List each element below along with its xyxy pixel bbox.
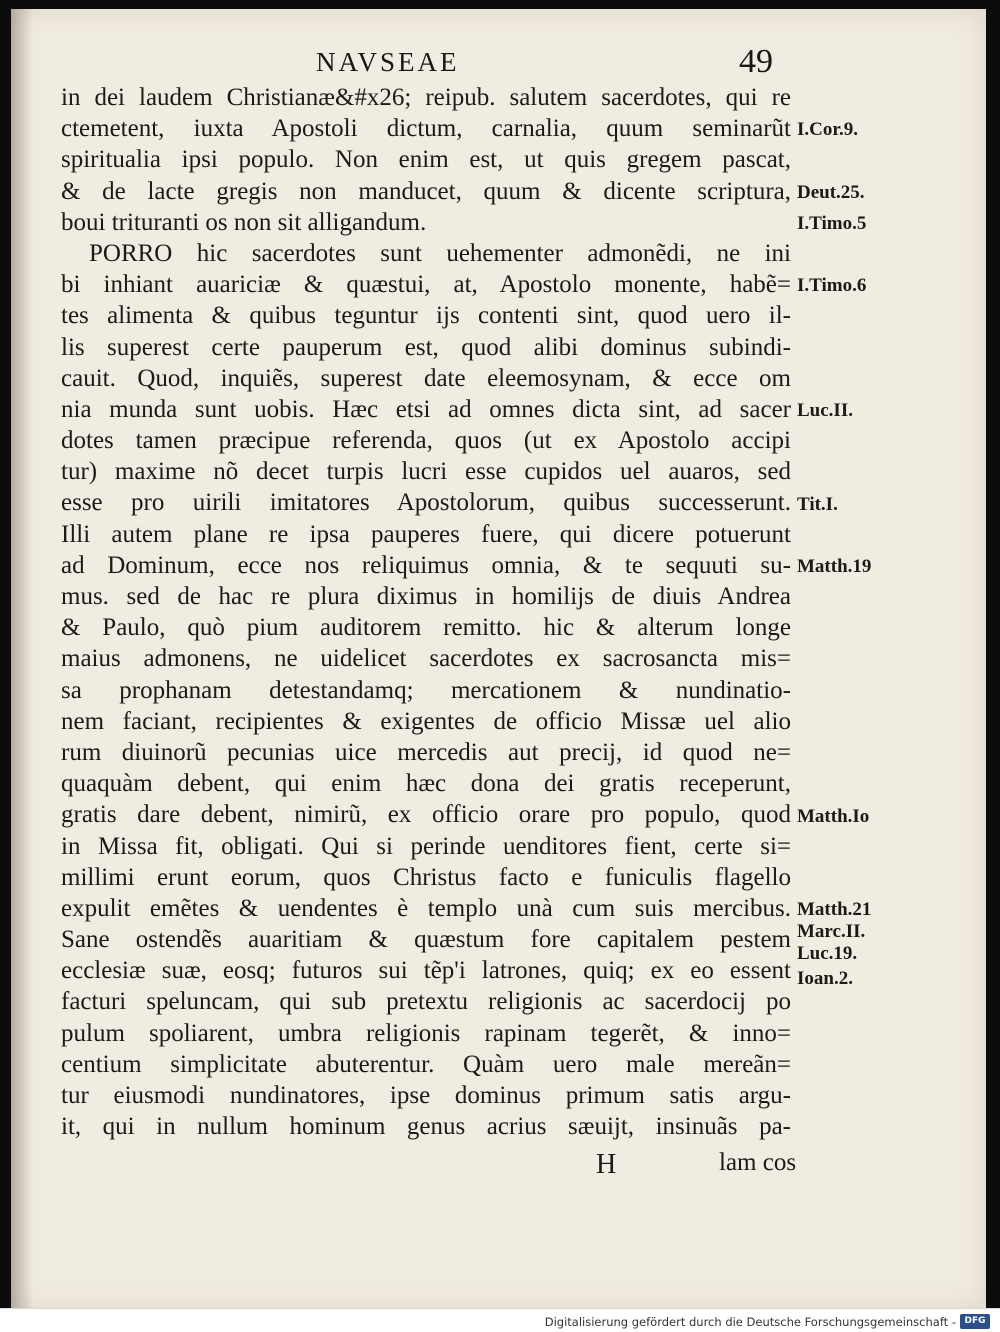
margin-note: I.Timo.6 <box>797 275 867 297</box>
text-line: cauit. Quod, inquiẽs, superest date eleemosynam, & ecce om <box>61 364 791 392</box>
margin-note: Matth.19 <box>797 556 872 577</box>
text-line: Sane ostendẽs auaritiam & quæstum fore capitalem pestem <box>61 926 791 954</box>
dfg-logo: DFG <box>960 1314 990 1329</box>
text-line: dotes tamen præcipue referenda, quos (ut ex Apostolo accipi <box>61 427 791 455</box>
text-line: centium simplicitate abuterentur. Quàm uero male mereãn= <box>61 1050 791 1078</box>
text-line: ad Dominum, ecce nos reliquimus omnia, & te sequuti su- <box>61 551 791 579</box>
text-line: in dei laudem Christianæ&#x26; reipub. salutem sacerdotes, qui re <box>61 84 791 111</box>
text-line: PORRO hic sacerdotes sunt uehementer admonẽdi, ne ini <box>89 239 791 267</box>
margin-note: Matth.Io <box>797 805 870 827</box>
text-line: in Missa fit, obligati. Qui si perinde uenditores fient, certe si= <box>61 832 791 860</box>
text-line: tur) maxime nõ decet turpis lucri esse cupidos uel auaros, sed <box>61 458 791 486</box>
margin-note: Matth.21 <box>797 899 872 921</box>
text-line: Illi autem plane re ipsa pauperes fuere, qui dicere potuerunt <box>61 520 791 548</box>
text-line: bi inhiant auariciæ & quæstui, at, Apostolo monente, habẽ= <box>61 271 791 299</box>
margin-note: Luc.19. <box>797 942 858 964</box>
footer-credit: Digitalisierung gefördert durch die Deutsche Forschungsgemeinschaft - <box>544 1315 956 1329</box>
text-line: expulit emẽtes & uendentes è templo unà cum suis mercibus. <box>61 894 791 922</box>
footer-bar <box>0 1308 1000 1332</box>
page-gutter-shadow <box>11 9 33 1309</box>
margin-note: I.Cor.9. <box>797 119 859 141</box>
margin-note: Ioan.2. <box>797 967 853 989</box>
text-line: gratis dare debent, nimirũ, ex officio orare pro populo, quod <box>61 801 791 829</box>
book-page <box>11 9 986 1309</box>
text-line: boui trituranti os non sit alligandum. <box>61 208 427 236</box>
margin-note: Tit.I. <box>797 493 838 515</box>
text-line: ecclesiæ suæ, eosq; futuros sui tẽp'i latrones, quiq; ex eo essent <box>61 957 791 985</box>
text-line: esse pro uirili imitatores Apostolorum, quibus successerunt. <box>61 489 791 517</box>
text-line: lis superest certe pauperum est, quod alibi dominus subindi- <box>61 333 791 361</box>
text-line: spiritualia ipsi populo. Non enim est, ut quis gregem pascat, <box>61 146 791 174</box>
text-line: sa prophanam detestandamq; mercationem & nundinatio- <box>61 676 791 704</box>
text-line: nia munda sunt uobis. Hæc etsi ad omnes dicta sint, ad sacer <box>61 395 791 423</box>
margin-note: Marc.II. <box>797 921 866 943</box>
catchword: lam cos <box>719 1149 797 1176</box>
text-line: rum diuinorũ pecunias uice mercedis aut precij, id quod ne= <box>61 738 791 766</box>
signature-mark: H <box>596 1149 617 1180</box>
text-line: pulum spoliarent, umbra religionis rapinam tegerẽt, & inno= <box>61 1019 791 1047</box>
body-text <box>61 82 791 1142</box>
text-line: millimi erunt eorum, quos Christus facto e funiculis flagello <box>61 863 791 891</box>
margin-note: Deut.25. <box>797 181 865 203</box>
text-line: tur eiusmodi nundinatores, ipse dominus primum satis argu- <box>61 1082 791 1109</box>
text-line: & de lacte gregis non manducet, quum & dicente scriptura, <box>61 177 791 205</box>
text-line: maius admonens, ne uidelicet sacerdotes ex sacrosancta mis= <box>61 645 791 673</box>
text-line: quaquàm debent, qui enim hæc dona dei gratis receperunt, <box>61 770 791 798</box>
text-line: facturi speluncam, qui sub pretextu religionis ac sacerdocij po <box>61 988 791 1016</box>
text-line: & Paulo, quò pium auditorem remitto. hic & alterum longe <box>61 614 791 642</box>
margin-note: Luc.II. <box>797 400 853 421</box>
text-line: ctemetent, iuxta Apostoli dictum, carnalia, quum seminarũt <box>61 115 791 143</box>
running-head: NAVSEAE <box>316 47 460 77</box>
text-line: tes alimenta & quibus teguntur ijs contenti sint, quod uero il- <box>61 302 791 330</box>
text-line: nem faciant, recipientes & exigentes de officio Missæ uel alio <box>61 707 791 735</box>
text-line: mus. sed de hac re plura diximus in homilijs de diuis Andrea <box>61 583 791 610</box>
text-line: it, qui in nullum hominum genus acrius sæuijt, insinuãs pa- <box>61 1113 791 1141</box>
margin-note: I.Timo.5 <box>797 212 867 234</box>
folio-number: 49 <box>739 43 773 80</box>
